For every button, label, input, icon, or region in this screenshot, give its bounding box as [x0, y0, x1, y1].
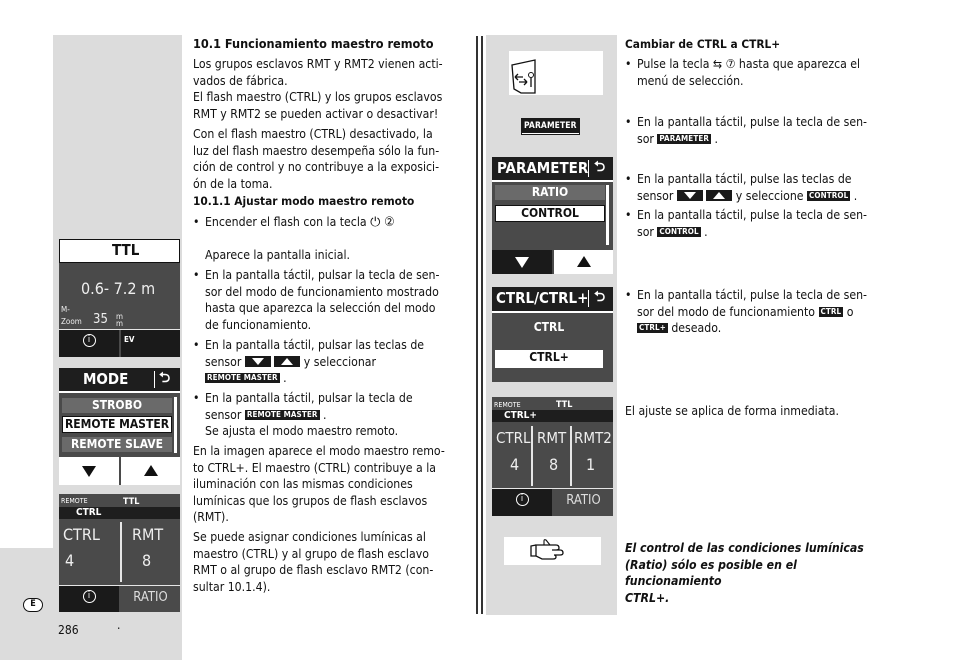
info-softkey[interactable] — [59, 330, 119, 357]
ctrl-plus-key: CTRL+ — [639, 323, 666, 332]
ctrl-title-bar: CTRL/CTRL+ ⮌ — [492, 287, 613, 313]
step-power-result: Aparece la pantalla inicial. — [205, 248, 350, 262]
ctrl-item-ctrl-plus[interactable]: CTRL+ — [495, 350, 603, 368]
mode-item-remote-master[interactable]: REMOTE MASTER — [62, 416, 172, 433]
control-key: CONTROL — [659, 226, 699, 236]
subsection-title: 10.1.1 Ajustar modo maestro remoto — [193, 194, 415, 208]
parameter-title-bar: PARAMETER ⮌ — [492, 157, 613, 182]
lcd-remote-ctrlplus-screen: REMOTE TTL CTRL+ CTRL 4 RMT 8 RMT2 1 i RATIO — [492, 397, 613, 516]
down-softkey[interactable] — [492, 250, 552, 274]
step-select-remote-master: • En la pantalla táctil, pulsar las teclas de sensor y seleccionar REMOTE MASTER . — [193, 338, 425, 385]
image-paragraph: En la imagen aparece el modo maestro remo- to CTRL+. El maestro (CTRL) contribuye a la iluminación con las mismas condiciones lumínicas que los grupos de flash esclavos (RMT). — [193, 444, 445, 524]
assign-paragraph: Se puede asignar condiciones lumínicas al maestro (CTRL) y al grupo de flash esclavo RMT o al grupo de flash esclavo RMT2 (con- sultar 10.1.4). — [193, 530, 434, 594]
ttl-title-bar: TTL — [59, 239, 180, 263]
lcd-remote-ctrl-screen: REMOTE TTL CTRL CTRL 4 RMT 8 i RATIO — [59, 494, 180, 612]
rmt-label: RMT — [132, 525, 164, 544]
control-key: CONTROL — [809, 190, 849, 200]
distance-range: 0.6- 7.2 m — [81, 279, 156, 298]
column-divider-right — [481, 36, 483, 614]
info-icon: i — [516, 493, 529, 506]
ctrl-item-ctrl[interactable]: CTRL — [533, 320, 565, 334]
switch-icon: ⇆ ⑦ — [712, 57, 736, 71]
step-press-switch: • Pulse la tecla ⇆ ⑦ hasta que aparezca el menú de selección. — [625, 57, 861, 88]
step-select-control: • En la pantalla táctil, pulse las teclas de sensor y seleccione CONTROL . — [625, 172, 858, 203]
zoom-value: 35 — [93, 312, 108, 327]
right-title: Cambiar de CTRL a CTRL+ — [625, 37, 781, 51]
down-key-icon — [677, 190, 703, 201]
applied-text: El ajuste se aplica de forma inmediata. — [625, 404, 839, 418]
ctrl-key: CTRL — [820, 306, 842, 316]
remote-mode-bar: CTRL+ — [492, 410, 613, 422]
rmt2-label: RMT2 — [574, 429, 612, 447]
up-key-icon — [274, 356, 300, 367]
flash-device-icon — [509, 51, 603, 95]
language-badge: E — [23, 598, 43, 612]
ratio-note: El control de las condiciones lumínicas (Ratio) sólo es posible en el funcionamiento CTRL+. — [625, 541, 864, 605]
info-icon: i — [83, 590, 96, 603]
down-key-icon — [245, 356, 271, 367]
down-softkey[interactable] — [59, 457, 119, 485]
ctrl-label: CTRL — [63, 525, 100, 544]
page-number: 286 — [58, 623, 79, 637]
power-icon: ⏻ ② — [370, 215, 395, 230]
rmt-value: 8 — [142, 551, 152, 570]
step-power-on: • Encender el flash con la tecla ⏻ ② — [193, 215, 395, 230]
page-mark: . — [117, 618, 121, 632]
section-title: 10.1 Funcionamiento maestro remoto — [193, 36, 434, 51]
ratio-softkey[interactable]: RATIO — [121, 586, 180, 612]
lcd-ctrl-screen — [492, 287, 613, 382]
info-icon: i — [83, 334, 96, 347]
up-softkey[interactable] — [121, 457, 180, 485]
intro-paragraph: Los grupos esclavos RMT y RMT2 vienen acti- vados de fábrica. El flash maestro (CTRL) y los grupos esclavos RMT y RMT2 se pueden activar o desactivar! Con el flash maestro (CTRL) desactivado, la luz del flash maestro desempeña sólo la fun- ción de control y no contribuye a la exposici- ón de la toma. — [193, 57, 443, 191]
column-divider-left — [476, 36, 478, 614]
parameter-item-control[interactable]: CONTROL — [495, 205, 605, 222]
rmt-value: 8 — [549, 455, 559, 474]
remote-master-key: REMOTE MASTER — [246, 409, 318, 419]
info-softkey[interactable] — [492, 489, 552, 516]
parameter-key: PARAMETER — [659, 133, 709, 143]
back-arrow-icon[interactable]: ⮌ — [594, 159, 606, 175]
parameter-item-ratio[interactable]: RATIO — [495, 185, 605, 200]
remote-mode-bar: CTRL — [59, 507, 180, 519]
ctrl-value: 4 — [510, 455, 520, 474]
step-press-parameter: • En la pantalla táctil, pulse la tecla de sen- sor PARAMETER . — [625, 115, 867, 146]
ctrl-label: CTRL — [496, 429, 531, 447]
back-arrow-icon[interactable]: ⮌ — [159, 370, 171, 386]
up-key-icon — [706, 190, 732, 201]
note-hand-icon — [504, 537, 601, 565]
step-choose-mode: • En la pantalla táctil, pulse la tecla de sen- sor del modo de funcionamiento CTRL o CTRL+ deseado. — [625, 288, 867, 335]
lcd-parameter-screen — [492, 157, 613, 274]
mode-scrollbar[interactable] — [174, 397, 177, 453]
ctrl-value: 4 — [65, 551, 75, 570]
info-softkey[interactable] — [59, 586, 119, 612]
mode-item-remote-slave[interactable]: REMOTE SLAVE — [62, 437, 172, 452]
rmt2-value: 1 — [586, 455, 596, 474]
ev-softkey[interactable]: EV — [121, 330, 180, 357]
lcd-mode-screen — [59, 368, 180, 485]
back-arrow-icon[interactable]: ⮌ — [594, 289, 606, 305]
ratio-softkey[interactable]: RATIO — [554, 489, 613, 516]
parameter-scrollbar[interactable] — [606, 185, 609, 245]
step-press-mode: • En la pantalla táctil, pulsar la tecla de sen- sor del modo de funcionamiento mostrado hasta que aparezca la selección del modo de funcionamiento. — [193, 268, 440, 332]
step-press-control: • En la pantalla táctil, pulse la tecla de sen- sor CONTROL . — [625, 208, 867, 239]
up-softkey[interactable] — [554, 250, 613, 274]
remote-master-key: REMOTE MASTER — [207, 373, 278, 382]
mode-item-strobo[interactable]: STROBO — [62, 398, 172, 413]
step-confirm-remote-master: • En la pantalla táctil, pulsar la tecla de sensor REMOTE MASTER . Se ajusta el modo maestro remoto. — [193, 391, 413, 438]
parameter-key[interactable]: PARAMETER — [522, 119, 579, 134]
mode-title-bar: MODE ⮌ — [59, 368, 180, 393]
lcd-ttl-screen: TTL 0.6- 7.2 m M- Zoom 35 m m i EV — [59, 239, 180, 357]
rmt-label: RMT — [537, 429, 567, 447]
